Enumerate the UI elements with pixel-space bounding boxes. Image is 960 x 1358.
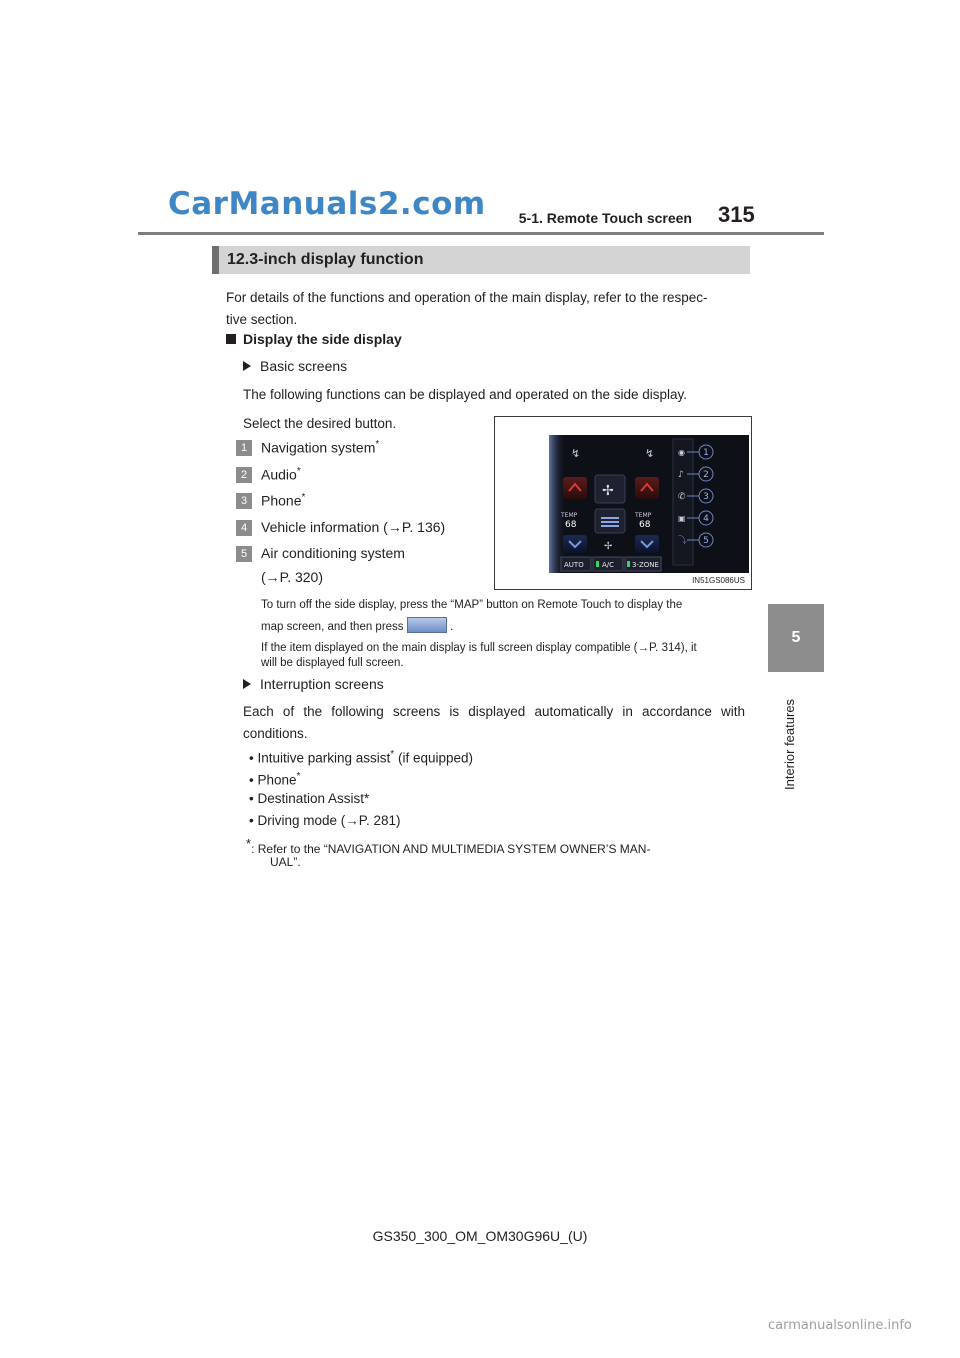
basic-screens-desc: The following functions can be displayed and operated on the side display. bbox=[243, 387, 688, 402]
list-item: Air conditioning system bbox=[261, 545, 405, 561]
callout-number: 4 bbox=[236, 520, 252, 536]
watermark-logo[interactable]: CarManuals2.com bbox=[168, 186, 486, 222]
navigation-icon: ◉ bbox=[678, 448, 685, 457]
callout-label: 4 bbox=[703, 514, 709, 524]
climate-icon: ⤵ bbox=[678, 536, 688, 546]
list-item: Audio* bbox=[261, 466, 301, 483]
side-display-photo bbox=[549, 435, 749, 573]
header-rule bbox=[138, 232, 824, 235]
list-item: Phone* bbox=[261, 492, 306, 509]
fan-icon: ✢ bbox=[602, 483, 614, 499]
callout-label: 3 bbox=[703, 492, 709, 502]
callout-number: 5 bbox=[236, 546, 252, 562]
figure-code: IN51GS086US bbox=[692, 576, 745, 585]
note-turn-off-line-2: map screen, and then press . bbox=[261, 617, 453, 635]
callout-label: 5 bbox=[703, 536, 709, 546]
interruption-list-item: • Driving mode (→P. 281) bbox=[249, 813, 401, 828]
interruption-list-item: • Destination Assist* bbox=[249, 791, 370, 806]
running-header-section: 5-1. Remote Touch screen bbox=[518, 210, 692, 226]
ac-button-label: A/C bbox=[602, 561, 615, 569]
sub-heading-text: Display the side display bbox=[243, 331, 402, 347]
basic-screens-instruction: Select the desired button. bbox=[243, 416, 397, 431]
list-item-continuation: (→P. 320) bbox=[261, 569, 323, 585]
footnote-line-1: *: Refer to the “NAVIGATION AND MULTIMEDIA SYSTEM OWNER’S MAN- bbox=[246, 836, 651, 856]
intro-line-2: tive section. bbox=[226, 312, 298, 327]
basic-screens-heading: Basic screens bbox=[243, 358, 347, 374]
temp-value-right: 68 bbox=[639, 520, 651, 530]
watermark-bottom[interactable]: carmanualsonline.info bbox=[768, 1318, 912, 1333]
chapter-label: Interior features bbox=[782, 698, 797, 790]
note-turn-off-line-1: To turn off the side display, press the “MAP” button on Remote Touch to display the bbox=[261, 599, 683, 611]
interruption-list-item: • Phone* bbox=[249, 771, 301, 788]
callout-number: 3 bbox=[236, 493, 252, 509]
arrow-bullet-icon bbox=[243, 679, 251, 689]
square-bullet-icon bbox=[226, 334, 236, 344]
callout-label: 1 bbox=[703, 448, 709, 458]
phone-icon: ✆ bbox=[678, 492, 686, 502]
side-display-button-icon bbox=[407, 617, 447, 633]
audio-icon: ♪ bbox=[678, 470, 684, 480]
side-display-illustration bbox=[549, 435, 749, 573]
document-code: GS350_300_OM_OM30G96U_(U) bbox=[372, 1228, 588, 1244]
vehicle-info-icon: ▣ bbox=[678, 514, 686, 523]
side-display-figure bbox=[494, 416, 752, 590]
airflow-icon: ↯ bbox=[645, 447, 655, 460]
sub-heading bbox=[226, 331, 402, 347]
list-item: Vehicle information (→P. 136) bbox=[261, 519, 446, 535]
list-item: Navigation system* bbox=[261, 439, 380, 456]
fan-icon: ✢ bbox=[604, 541, 613, 552]
temp-value-left: 68 bbox=[565, 520, 577, 530]
interruption-desc-line-2: conditions. bbox=[243, 726, 308, 741]
page-number: 315 bbox=[718, 202, 755, 227]
auto-button-label: AUTO bbox=[564, 561, 584, 569]
callout-label: 2 bbox=[703, 470, 709, 480]
footnote-line-2: UAL”. bbox=[270, 855, 301, 869]
zone-button-label: 3-ZONE bbox=[632, 561, 659, 569]
arrow-bullet-icon bbox=[243, 361, 251, 371]
airflow-icon: ↯ bbox=[571, 447, 581, 460]
callout-number: 1 bbox=[236, 440, 252, 456]
interruption-heading: Interruption screens bbox=[243, 676, 384, 692]
section-heading: 12.3-inch display function bbox=[212, 246, 750, 274]
callout-number: 2 bbox=[236, 467, 252, 483]
interruption-list-item: • Intuitive parking assist* (if equipped) bbox=[249, 749, 474, 766]
note-full-screen-line-2: will be displayed full screen. bbox=[261, 657, 404, 669]
chapter-tab[interactable]: 5 bbox=[768, 604, 824, 672]
temp-label-left: TEMP bbox=[561, 512, 578, 519]
interruption-desc-line-1: Each of the following screens is displayed automatically in accordance with bbox=[243, 704, 745, 719]
temp-label-right: TEMP bbox=[635, 512, 652, 519]
note-full-screen-line-1: If the item displayed on the main display is full screen display compatible (→P. 314), it bbox=[261, 642, 697, 654]
intro-line-1: For details of the functions and operation of the main display, refer to the respec- bbox=[226, 290, 708, 305]
